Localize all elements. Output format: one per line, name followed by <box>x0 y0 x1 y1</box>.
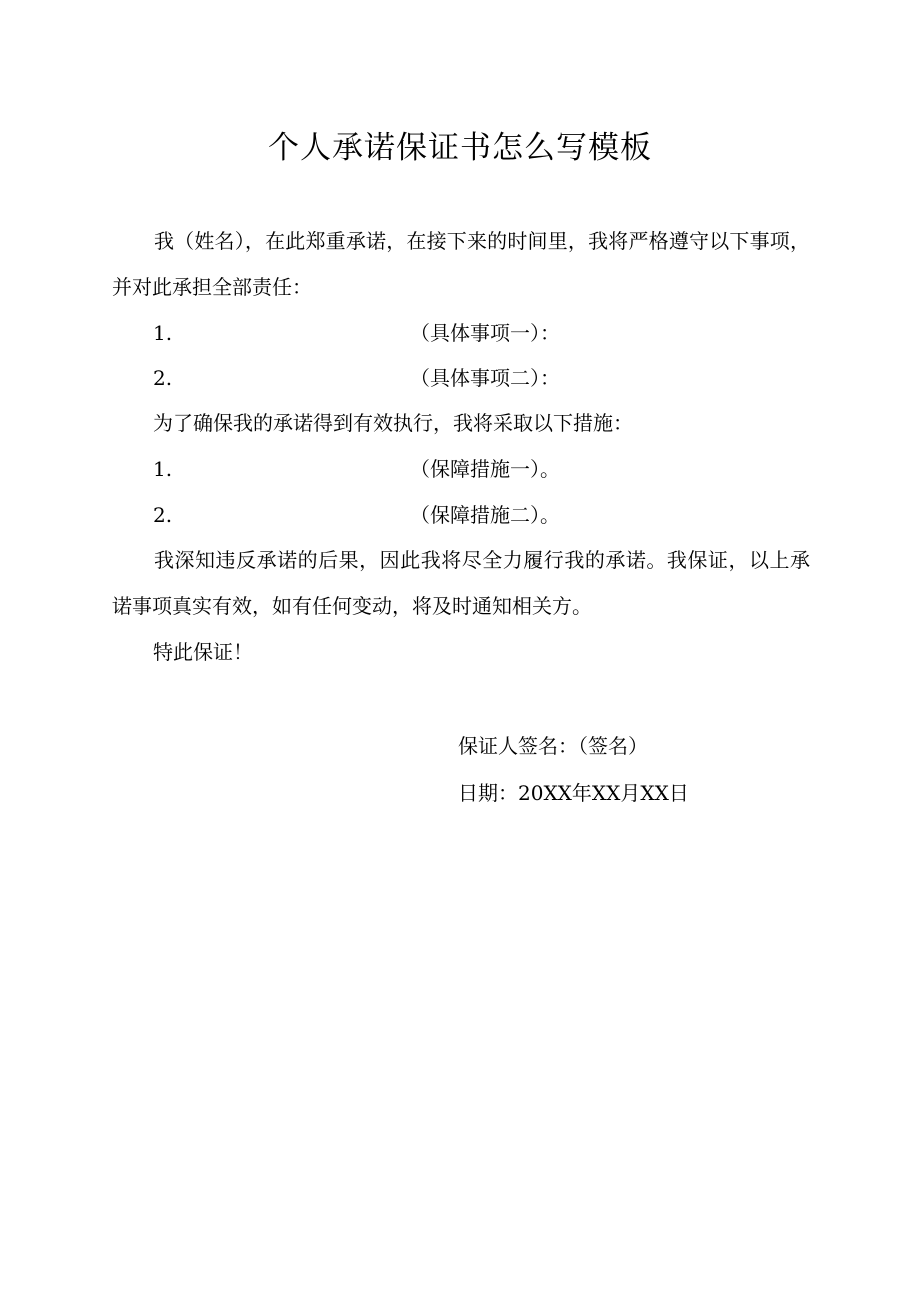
commitment-text-1: （具体事项一）： <box>410 321 560 345</box>
special-note: 特此保证！ <box>153 640 253 664</box>
closing-paragraph: 我深知违反承诺的后果，因此我将尽全力履行我的承诺。我保证，以上承诺事项真实有效，如有任何变动，将及时通知相关方。 <box>112 548 810 618</box>
measure-number-2: 2. <box>153 503 173 527</box>
measure-text-2: （保障措施二）。 <box>410 503 560 527</box>
commitment-number-1: 1. <box>153 321 173 345</box>
commitment-number-2: 2. <box>153 366 173 390</box>
intro-paragraph: 我（姓名），在此郑重承诺，在接下来的时间里，我将严格遵守以下事项，并对此承担全部责任： <box>112 229 810 299</box>
document-title: 个人承诺保证书怎么写模板 <box>268 130 652 166</box>
measure-text-1: （保障措施一）。 <box>410 457 560 481</box>
commitment-text-2: （具体事项二）： <box>410 366 560 390</box>
measure-number-1: 1. <box>153 457 173 481</box>
signature-line: 保证人签名：（签名） <box>458 734 648 758</box>
measures-intro: 为了确保我的承诺得到有效执行，我将采取以下措施： <box>153 411 633 435</box>
date-line: 日期：20XX年XX月XX日 <box>458 781 689 805</box>
